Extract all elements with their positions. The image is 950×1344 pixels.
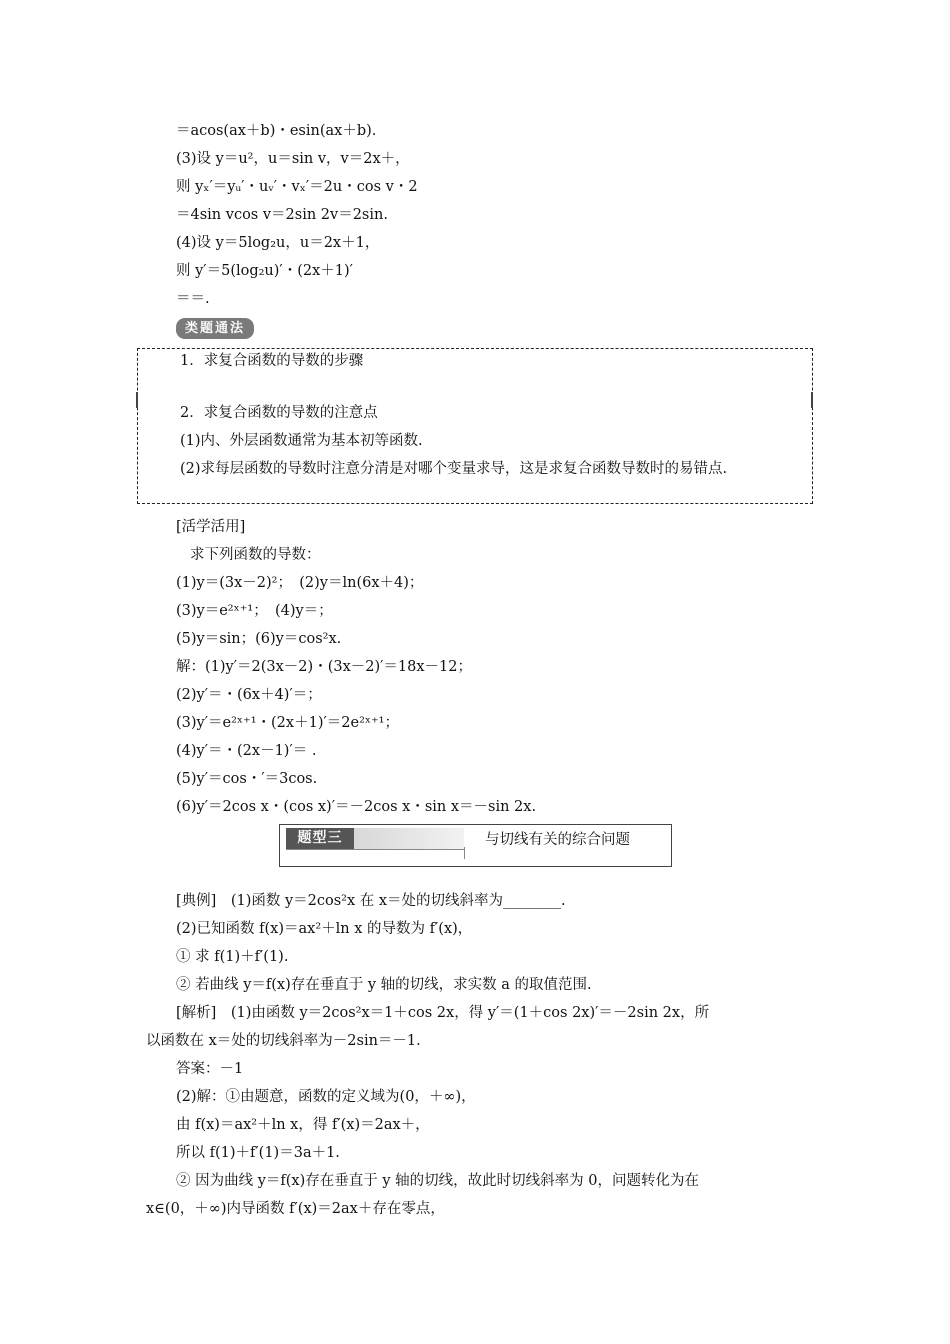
practice-question-1-2: (1)y＝(3x－2)²； (2)y＝ln(6x＋4)； [176,575,424,591]
topic-title: 与切线有关的综合问题 [485,832,630,848]
example-line-8: (2)解：①由题意，函数的定义域为(0，＋∞)， [176,1089,476,1105]
derivation-line-6: 则 y′＝5(log₂u)′・(2x＋1)′ [176,263,353,279]
practice-question-3-4: (3)y＝e²ˣ⁺¹； (4)y＝； [176,603,333,619]
summary-item-1: 1．求复合函数的导数的步骤 [180,353,364,369]
derivation-line-7: ＝＝. [176,291,210,307]
summary-item-2-2: (2)求每层函数的导数时注意分清是对哪个变量求导，这是求复合函数导数时的易错点. [180,461,728,477]
topic-divider [464,847,465,859]
derivation-line-2: (3)设 y＝u²，u＝sin v，v＝2x＋， [176,151,410,167]
example-line-12: x∈(0，＋∞)内导函数 f′(x)＝2ax＋存在零点， [146,1201,445,1217]
derivation-line-1: ＝acos(ax＋b)・esin(ax＋b). [176,123,377,139]
practice-answer-6: (6)y′＝2cos x・(cos x)′＝－2cos x・sin x＝－sin 2x. [176,799,537,815]
derivation-line-3: 则 yₓ′＝yᵤ′・uᵥ′・vₓ′＝2u・cos v・2 [176,179,418,195]
practice-prompt: 求下列函数的导数： [190,547,321,563]
practice-question-5-6: (5)y＝sin；(6)y＝cos²x. [176,631,342,647]
practice-answer-3: (3)y′＝e²ˣ⁺¹・(2x＋1)′＝2e²ˣ⁺¹； [176,715,399,731]
example-line-2: (2)已知函数 f(x)＝ax²＋ln x 的导数为 f′(x)， [176,921,473,937]
summary-item-2: 2．求复合函数的导数的注意点 [180,405,378,421]
summary-box [137,348,813,504]
method-summary-badge: 类题通法 [176,318,254,339]
topic-underline [286,849,464,850]
example-line-4: ② 若曲线 y＝f(x)存在垂直于 y 轴的切线，求实数 a 的取值范围. [176,977,592,993]
topic-header [279,824,672,867]
derivation-line-4: ＝4sin vcos v＝2sin 2v＝2sin. [176,207,388,223]
example-line-11: ② 因为曲线 y＝f(x)存在垂直于 y 轴的切线，故此时切线斜率为 0，问题转化为在 [176,1173,700,1189]
practice-answer-5: (5)y′＝cos・′＝3cos. [176,771,318,787]
practice-heading: [活学活用] [176,519,246,535]
example-line-5: [解析] (1)由函数 y＝2cos²x＝1＋cos 2x，得 y′＝(1＋cos 2x)′＝－2sin 2x，所 [176,1005,710,1021]
practice-answer-2: (2)y′＝・(6x＋4)′＝； [176,687,322,703]
example-line-1: [典例] (1)函数 y＝2cos²x 在 x＝处的切线斜率为________. [176,893,566,909]
topic-tag: 题型三 [286,828,354,849]
box-side-mark-left [136,392,138,408]
example-line-10: 所以 f(1)＋f′(1)＝3a＋1. [176,1145,340,1161]
topic-tag-shading [354,828,464,849]
practice-answer-1: 解：(1)y′＝2(3x－2)・(3x－2)′＝18x－12； [176,659,473,675]
box-side-mark-right [811,392,813,408]
example-line-7: 答案：－1 [176,1061,244,1077]
summary-item-2-1: (1)内、外层函数通常为基本初等函数. [180,433,423,449]
example-line-9: 由 f(x)＝ax²＋ln x，得 f′(x)＝2ax＋， [176,1117,430,1133]
derivation-line-5: (4)设 y＝5log₂u，u＝2x＋1， [176,235,380,251]
example-line-6: 以函数在 x＝处的切线斜率为－2sin＝－1. [146,1033,421,1049]
example-line-3: ① 求 f(1)＋f′(1). [176,949,289,965]
practice-answer-4: (4)y′＝・(2x－1)′＝ . [176,743,317,759]
